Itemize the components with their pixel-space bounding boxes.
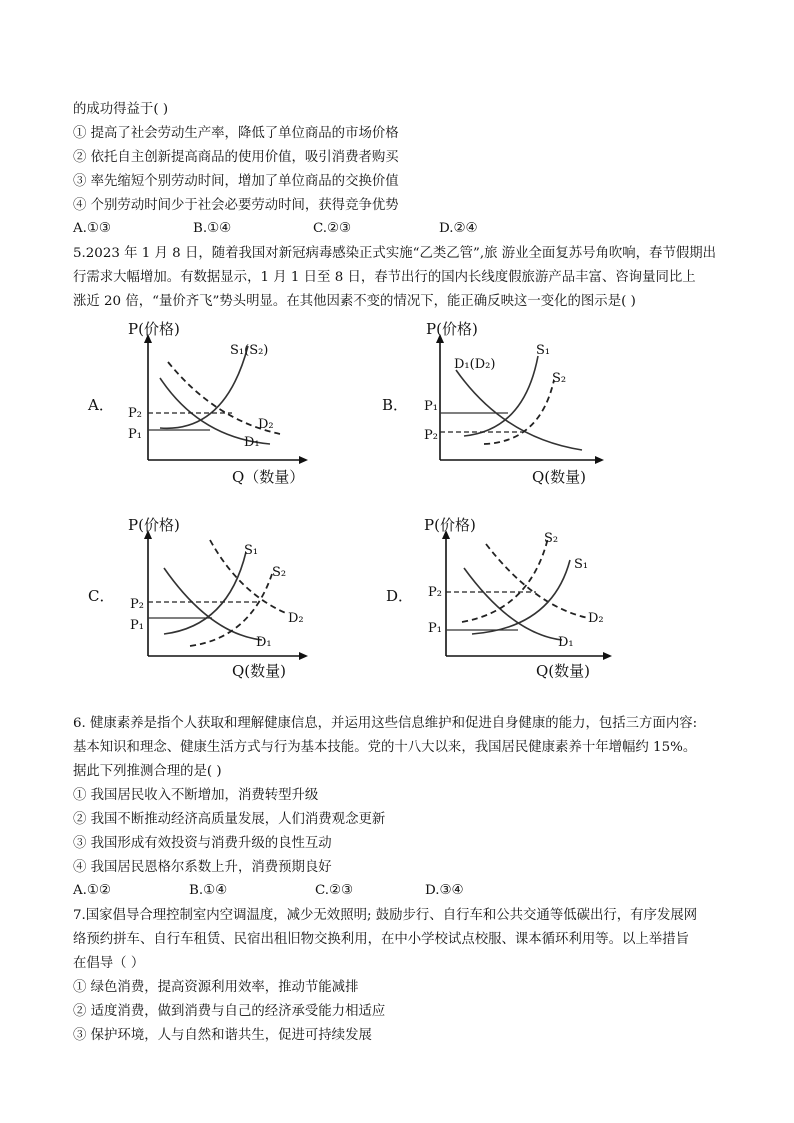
q7-stem-line-1: 7.国家倡导合理控制室内空调温度，减少无效照明; 鼓励步行、自行车和公共交通等低碳出行，有序发展网 [73, 908, 698, 923]
graph-d-p2-label: P₂ [428, 585, 442, 600]
q4-option-c[interactable]: C.②③ [313, 221, 352, 236]
graph-d-s1-curve [472, 560, 570, 634]
graph-d-svg [412, 510, 626, 680]
q5-stem-line-3: 涨近 20 倍，“量价齐飞”势头明显。在其他因素不变的情况下，能正确反映这一变化的图示是( ) [73, 294, 636, 309]
graph-c-s1-label: S₁ [244, 543, 259, 558]
graph-c-d2-label: D₂ [288, 611, 304, 626]
graph-c-p2-label: P₂ [130, 597, 144, 612]
graph-c-s2-label: S₂ [272, 565, 287, 580]
q7-item-2: ② 适度消费，做到消费与自己的经济承受能力相适应 [73, 1004, 386, 1019]
graph-d-d1-curve [464, 568, 562, 640]
graph-a-d2-label: D₂ [258, 417, 274, 432]
graph-d-s2-curve [462, 538, 548, 622]
q6-item-2: ② 我国不断推动经济高质量发展，人们消费观念更新 [73, 812, 386, 827]
graph-c-svg [120, 510, 320, 680]
q5-stem-line-2: 行需求大幅增加。有数据显示，1 月 1 日至 8 日，春节出行的国内长线度假旅游产品丰富、咨询量同比上 [73, 270, 696, 285]
q4-item-1: ① 提高了社会劳动生产率，降低了单位商品的市场价格 [73, 126, 399, 141]
graph-a-x-label: Q（数量） [232, 468, 305, 486]
q6-option-c[interactable]: C.②③ [315, 883, 354, 898]
q7-item-1: ① 绿色消费，提高资源利用效率，推动节能减排 [73, 980, 359, 995]
graph-b-y-label: P(价格) [426, 320, 478, 338]
q6-option-a[interactable]: A.①② [73, 883, 111, 898]
q4-item-3: ③ 率先缩短个别劳动时间，增加了单位商品的交换价值 [73, 174, 399, 189]
graph-a-s-curve [160, 346, 248, 428]
q6-item-1: ① 我国居民收入不断增加，消费转型升级 [73, 788, 319, 803]
graph-c [120, 510, 320, 680]
graph-c-x-arrow [299, 652, 308, 660]
q4-item-2: ② 依托自主创新提高商品的使用价值，吸引消费者购买 [73, 150, 399, 165]
q7-item-3: ③ 保护环境，人与自然和谐共生，促进可持续发展 [73, 1028, 372, 1043]
q4-item-4: ④ 个别劳动时间少于社会必要劳动时间，获得竞争优势 [73, 198, 399, 213]
q6-item-4: ④ 我国居民恩格尔系数上升，消费预期良好 [73, 860, 332, 875]
q7-stem-line-2: 络预约拼车、自行车租赁、民宿出租旧物交换利用，在中小学校试点校服、课本循环利用等。以上举措旨 [73, 932, 689, 947]
graph-a [120, 318, 320, 488]
q6-option-d[interactable]: D.③④ [425, 883, 464, 898]
graph-b [412, 318, 622, 488]
q4-option-a[interactable]: A.①③ [73, 221, 111, 236]
q6-stem-line-1: 6. 健康素养是指个人获取和理解健康信息，并运用这些信息维护和促进自身健康的能力，包括三方面内容: [73, 716, 698, 731]
graph-b-x-label: Q(数量) [532, 468, 587, 486]
graph-a-p1-label: P₁ [128, 427, 142, 442]
graph-d-y-label: P(价格) [424, 516, 476, 534]
graph-b-s1-label: S₁ [536, 343, 551, 358]
graph-c-y-label: P(价格) [128, 516, 180, 534]
graph-b-p2-label: P₂ [424, 428, 438, 443]
graph-c-s1-curve [164, 552, 246, 634]
graph-c-d1-curve [164, 568, 262, 640]
q4-stem-tail: 的成功得益于( ) [73, 102, 169, 117]
graph-b-s2-label: S₂ [552, 371, 567, 386]
q4-options [73, 219, 478, 239]
graph-b-d-label: D₁(D₂) [454, 357, 496, 372]
graph-b-letter[interactable]: B． [382, 396, 409, 414]
graph-d [412, 510, 626, 680]
graph-a-s-label: S₁(S₂) [230, 343, 269, 358]
q7-stem-line-3: 在倡导（ ） [73, 956, 145, 971]
graph-b-p1-label: P₁ [424, 399, 438, 414]
graph-d-x-label: Q(数量) [536, 662, 591, 680]
graph-d-p1-label: P₁ [428, 621, 442, 636]
graph-b-x-arrow [595, 456, 604, 464]
graph-b-svg [412, 318, 622, 488]
graph-d-x-arrow [603, 652, 612, 660]
graph-d-s1-label: S₁ [574, 557, 589, 572]
q5-stem-line-1: 5.2023 年 1 月 8 日，随着我国对新冠病毒感染正式实施“乙类乙管”,旅 游业全面复苏号角吹响，春节假期出 [73, 246, 717, 261]
graph-a-p2-label: P₂ [128, 406, 142, 421]
graph-a-svg [120, 318, 320, 488]
q4-option-d[interactable]: D.②④ [439, 221, 478, 236]
q6-stem-line-2: 基本知识和理念、健康生活方式与行为基本技能。党的十八大以来，我国居民健康素养十年增幅约 15%。 [73, 740, 697, 755]
graph-d-d1-label: D₁ [558, 635, 574, 650]
graph-d-d2-label: D₂ [588, 611, 604, 626]
q6-item-3: ③ 我国形成有效投资与消费升级的良性互动 [73, 836, 332, 851]
q6-options [73, 881, 464, 901]
graph-a-x-arrow [299, 456, 308, 464]
graph-c-p1-label: P₁ [130, 618, 144, 633]
graph-a-d1-label: D₁ [244, 435, 260, 450]
graph-c-d1-label: D₁ [256, 635, 272, 650]
graph-a-letter[interactable]: A． [88, 396, 114, 414]
q6-option-b[interactable]: B.①④ [189, 883, 228, 898]
q4-option-b[interactable]: B.①④ [193, 221, 232, 236]
graph-a-y-label: P(价格) [128, 320, 180, 338]
graph-c-letter[interactable]: C． [88, 587, 115, 605]
graph-d-letter[interactable]: D． [386, 587, 414, 605]
q6-stem-line-3: 据此下列推测合理的是( ) [73, 764, 222, 779]
graph-d-s2-label: S₂ [544, 531, 559, 546]
graph-c-x-label: Q(数量) [232, 662, 287, 680]
